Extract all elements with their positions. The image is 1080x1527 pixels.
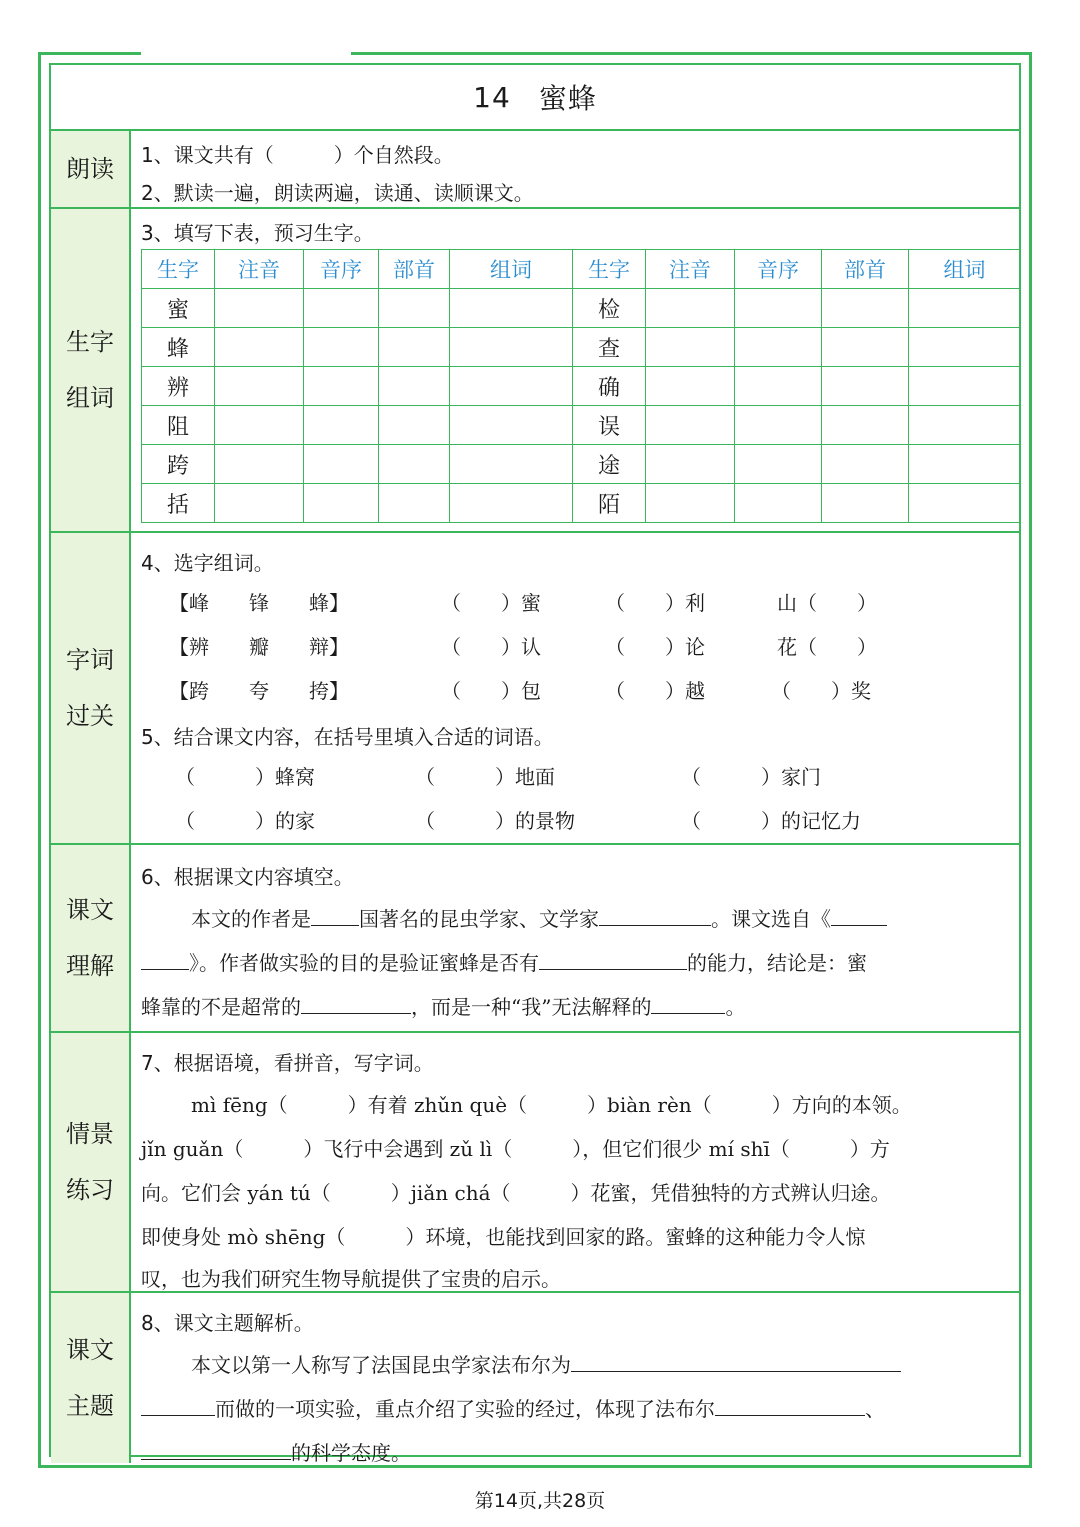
fill-blank[interactable]: （ ）地面 — [415, 765, 555, 789]
answer-blank[interactable] — [539, 947, 687, 970]
question-2: 2、默读一遍，朗读两遍，读通、读顺课文。 — [141, 181, 534, 205]
fill-blank[interactable]: 山（ ） — [777, 591, 877, 615]
character-table — [141, 249, 1021, 523]
char-group: 【跨 夸 挎】 — [169, 679, 349, 703]
fill-blank[interactable]: （ ）的景物 — [415, 809, 575, 833]
answer-blank[interactable] — [651, 991, 725, 1014]
context-line: mì fēng（ ）有着 zhǔn què（ ）biàn rèn（ ）方向的本领。 — [191, 1093, 912, 1117]
table-header: 生字 — [142, 250, 215, 289]
section-label: 朗读 — [51, 131, 131, 207]
fill-blank[interactable]: （ ）认 — [441, 635, 541, 659]
worksheet-frame — [38, 52, 1032, 1468]
section-context — [51, 1033, 1019, 1293]
char-group: 【峰 锋 蜂】 — [169, 591, 349, 615]
table-header: 组词 — [909, 250, 1021, 289]
question-7: 7、根据语境，看拼音，写字词。 — [141, 1051, 434, 1075]
section-label: 情景 练习 — [51, 1033, 131, 1291]
answer-blank[interactable] — [141, 947, 189, 970]
table-header: 音序 — [304, 250, 379, 289]
fill-blank[interactable]: （ ）的记忆力 — [681, 809, 861, 833]
answer-blank[interactable] — [301, 991, 411, 1014]
section-characters — [51, 209, 1019, 533]
question-6: 6、根据课文内容填空。 — [141, 865, 354, 889]
context-line: jǐn guǎn（ ）飞行中会遇到 zǔ lì（ ），但它们很少 mí shī（ ）方 — [141, 1137, 890, 1161]
answer-blank[interactable] — [599, 903, 711, 926]
fill-blank[interactable]: （ ）家门 — [681, 765, 821, 789]
table-row: 阻 误 — [142, 406, 1021, 445]
fill-blank[interactable]: （ ）的家 — [175, 809, 315, 833]
answer-blank[interactable] — [311, 903, 359, 926]
table-header: 组词 — [450, 250, 573, 289]
fill-blank[interactable]: （ ）蜂窝 — [175, 765, 315, 789]
answer-blank[interactable] — [141, 1437, 291, 1460]
fill-blank[interactable]: （ ）利 — [605, 591, 705, 615]
section-label: 课文 主题 — [51, 1293, 131, 1463]
fill-blank[interactable]: 花（ ） — [777, 635, 877, 659]
context-line: 向。它们会 yán tú（ ）jiǎn chá（ ）花蜜，凭借独特的方式辨认归途。 — [141, 1181, 891, 1205]
section-label: 字词 过关 — [51, 533, 131, 843]
question-5: 5、结合课文内容，在括号里填入合适的词语。 — [141, 725, 554, 749]
section-theme: 课文 主题 8、课文主题解析。 本文以第一人称写了法国昆虫学家法布尔为 而做的一项实验，重点介绍了实验的经过，体现了法布尔 、 的科学态度。 — [51, 1293, 1019, 1463]
table-header: 注音 — [646, 250, 735, 289]
table-header: 生字 — [573, 250, 646, 289]
table-header: 部首 — [379, 250, 450, 289]
context-line: 叹，也为我们研究生物导航提供了宝贵的启示。 — [141, 1267, 561, 1291]
lesson-title: 14 蜜蜂 — [51, 65, 1019, 131]
fill-blank[interactable]: （ ）包 — [441, 679, 541, 703]
question-8: 8、课文主题解析。 — [141, 1311, 314, 1335]
section-label: 课文 理解 — [51, 845, 131, 1031]
answer-blank[interactable] — [831, 903, 887, 926]
question-4: 4、选字组词。 — [141, 551, 274, 575]
table-row: 蜜 检 — [142, 289, 1021, 328]
question-3: 3、填写下表，预习生字。 — [141, 221, 374, 245]
table-header: 注音 — [215, 250, 304, 289]
fill-blank[interactable]: （ ）越 — [605, 679, 705, 703]
table-row: 跨 途 — [142, 445, 1021, 484]
table-header: 部首 — [822, 250, 909, 289]
section-understanding: 课文 理解 6、根据课文内容填空。 本文的作者是 国著名的昆虫学家、文学家 。课文选自《 》。作者做实验的目的是验证蜜蜂是否有 的能力，结论是：蜜 蜂靠的不是超常的 ，而是一种“我”无法解释的 。 — [51, 845, 1019, 1033]
question-1: 1、课文共有（ ）个自然段。 — [141, 143, 454, 167]
fill-blank[interactable]: （ ）论 — [605, 635, 705, 659]
table-row: 括 陌 — [142, 484, 1021, 523]
section-label: 生字 组词 — [51, 209, 131, 531]
table-row: 辨 确 — [142, 367, 1021, 406]
page-number: 第14页,共28页 — [474, 1490, 606, 1512]
section-words — [51, 533, 1019, 845]
table-header: 音序 — [735, 250, 822, 289]
answer-blank[interactable] — [141, 1393, 215, 1416]
char-group: 【辨 瓣 辩】 — [169, 635, 349, 659]
fill-blank[interactable]: （ ）奖 — [771, 679, 871, 703]
worksheet-inner — [49, 63, 1021, 1465]
fill-blank[interactable]: （ ）蜜 — [441, 591, 541, 615]
section-reading — [51, 131, 1019, 209]
context-line: 即使身处 mò shēng（ ）环境，也能找到回家的路。蜜蜂的这种能力令人惊 — [141, 1225, 866, 1249]
table-row: 蜂 查 — [142, 328, 1021, 367]
answer-blank[interactable] — [571, 1349, 901, 1372]
answer-blank[interactable] — [715, 1393, 865, 1416]
